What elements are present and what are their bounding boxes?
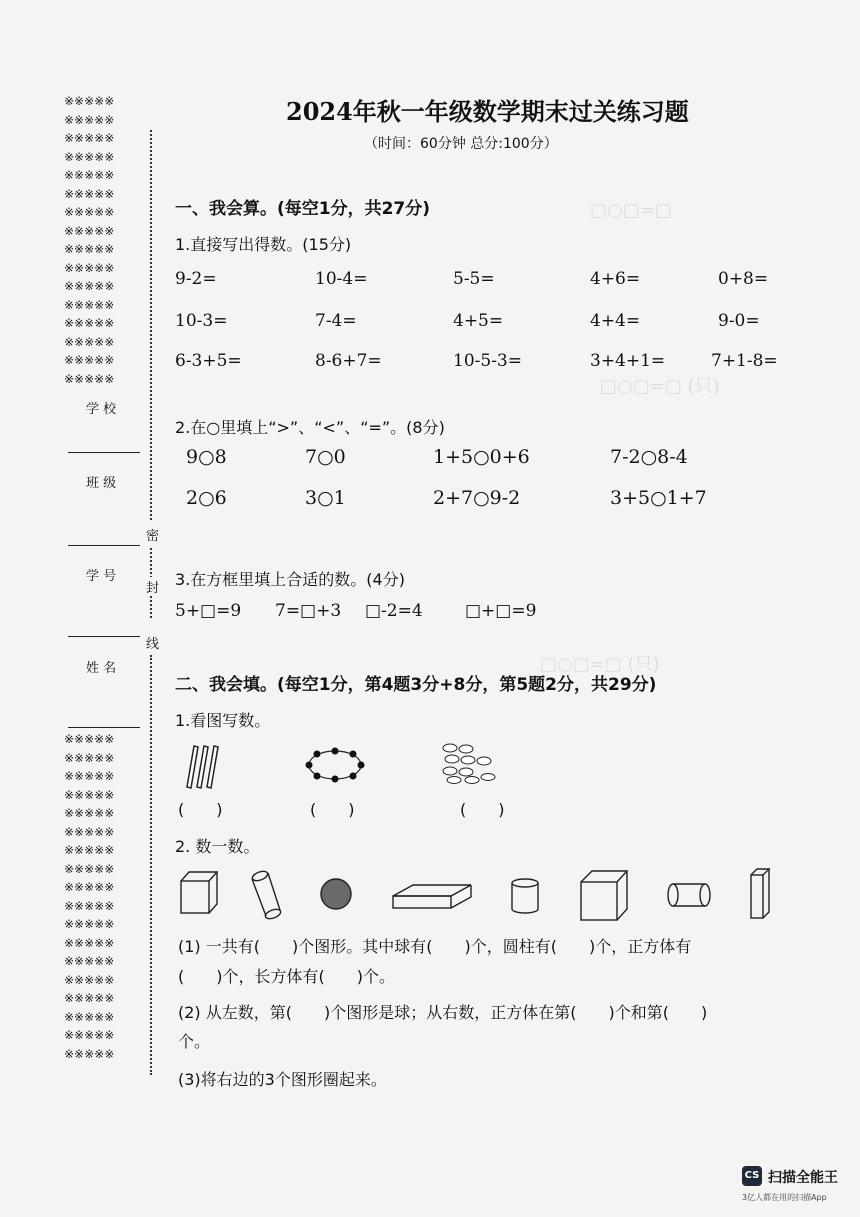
star-row: ※※※※※ [64,732,115,746]
fill-box-item: 7=□+3 [275,601,342,621]
star-row: ※※※※※ [64,260,115,275]
star-row: ※※※※※ [64,1046,115,1061]
tilted-cylinder-shape [248,868,284,922]
calc-item: 9-0= [718,311,760,331]
exam-time-info: （时间：60分钟 总分:100分） [364,136,558,152]
star-row: ※※※※※ [64,1028,115,1042]
school-label: 学 校 [86,402,117,417]
seal-char-mi: 密 [146,525,159,544]
compare-item: 3○1 [305,487,346,509]
candies-picture [438,742,500,784]
star-row: ※※※※※ [64,787,115,802]
cylinder-shape [508,877,542,917]
calc-item: 9-2= [175,269,217,289]
star-row: ※※※※※ [64,223,115,238]
compare-item: 1+5○0+6 [433,446,530,468]
star-row: ※※※※※ [64,334,115,349]
school-line [68,452,140,453]
star-row: ※※※※※ [64,806,115,820]
star-row: ※※※※※ [64,935,115,950]
calc-item: 6-3+5= [175,351,242,371]
sphere-shape [318,876,354,912]
section1-heading: 一、我会算。(每空1分，共27分) [175,199,431,219]
scanner-app-name: 扫描全能王 [768,1170,838,1186]
q2-label: 2.在○里填上“>”、“<”、“=”。(8分) [175,418,445,437]
answer-blank[interactable]: ( ) [178,800,223,819]
calc-item: 10-4= [315,269,368,289]
student-number-label: 学 号 [86,569,117,584]
star-row: ※※※※※ [64,917,115,931]
class-line [68,545,140,546]
compare-item: 2○6 [186,487,227,509]
seal-dotted-line [150,655,152,1075]
star-row: ※※※※※ [64,991,115,1005]
q2-2-part2-line1: (2) 从左数，第( )个图形是球；从右数，正方体在第( )个和第( ) [178,1003,708,1022]
tall-cuboid-shape [748,866,774,922]
star-row: ※※※※※ [64,371,115,386]
calc-item: 3+4+1= [590,351,666,371]
compare-item: 2+7○9-2 [433,487,521,509]
beads-picture [303,746,367,784]
star-row: ※※※※※ [64,954,115,968]
q2-1-label: 1.看图写数。 [175,711,271,730]
page-title: 2024年秋一年级数学期末过关练习题 [286,97,689,126]
scanner-tagline: 3亿人都在用的扫描App [742,1193,827,1202]
compare-item: 3+5○1+7 [610,487,707,509]
star-row: ※※※※※ [64,94,115,108]
calc-item: 0+8= [718,269,769,289]
flat-cuboid-shape [390,882,474,912]
student-number-line [68,636,140,637]
sticks-picture [186,744,222,790]
q2-2-part3: (3)将右边的3个图形圈起来。 [178,1070,387,1089]
scanner-logo-icon: CS [742,1166,762,1186]
star-row: ※※※※※ [64,112,115,127]
star-row: ※※※※※ [64,353,115,367]
answer-blank[interactable]: ( ) [310,800,355,819]
large-cube-shape [578,868,630,924]
star-row: ※※※※※ [64,824,115,839]
star-row: ※※※※※ [64,149,115,164]
calc-item: 8-6+7= [315,351,382,371]
star-row: ※※※※※ [64,242,115,256]
seal-char-xian: 线 [146,633,159,652]
star-row: ※※※※※ [64,972,115,987]
seal-char-feng: 封 [146,577,159,596]
bleed-through: □○□=□ [590,200,672,221]
name-line [68,727,140,728]
lying-cylinder-shape [665,880,713,910]
q1-label: 1.直接写出得数。(15分) [175,235,352,254]
star-row: ※※※※※ [64,861,115,876]
star-row: ※※※※※ [64,843,115,857]
star-row: ※※※※※ [64,898,115,913]
compare-item: 7○0 [305,446,346,468]
q2-2-part2-line2: 个。 [178,1032,211,1051]
star-row: ※※※※※ [64,131,115,145]
q2-2-part1-line2: ( )个，长方体有( )个。 [178,967,395,986]
q2-2-label: 2. 数一数。 [175,837,260,856]
fill-box-item: □+□=9 [465,601,537,621]
section2-heading: 二、我会填。(每空1分，第4题3分+8分，第5题2分，共29分) [175,675,657,695]
answer-blank[interactable]: ( ) [460,800,505,819]
seal-dotted-line [150,130,152,520]
star-row: ※※※※※ [64,316,115,330]
star-row: ※※※※※ [64,1009,115,1024]
q3-label: 3.在方框里填上合适的数。(4分) [175,570,405,589]
margin-star-block-top [64,92,114,388]
compare-item: 7-2○8-4 [610,446,688,468]
fill-box-item: 5+□=9 [175,601,242,621]
compare-item: 9○8 [186,446,227,468]
calc-item: 4+4= [590,311,641,331]
q2-2-part1-line1: (1) 一共有( )个图形。其中球有( )个，圆柱有( )个，正方体有 [178,937,692,956]
star-row: ※※※※※ [64,750,115,765]
calc-item: 5-5= [453,269,495,289]
calc-item: 4+6= [590,269,641,289]
name-label: 姓 名 [86,661,117,676]
fill-box-item: □-2=4 [365,601,423,621]
class-label: 班 级 [86,476,117,491]
calc-item: 4+5= [453,311,504,331]
margin-star-block-bottom [64,730,114,1063]
bleed-through: □○□=□ (只) [540,654,660,675]
calc-item: 7-4= [315,311,357,331]
star-row: ※※※※※ [64,186,115,201]
star-row: ※※※※※ [64,297,115,312]
star-row: ※※※※※ [64,205,115,219]
bleed-through: □○□=□ (只) [600,376,720,397]
calc-item: 7+1-8= [711,351,778,371]
calc-item: 10-3= [175,311,228,331]
star-row: ※※※※※ [64,769,115,783]
star-row: ※※※※※ [64,279,115,293]
star-row: ※※※※※ [64,880,115,894]
cube-shape [178,868,218,918]
star-row: ※※※※※ [64,168,115,182]
calc-item: 10-5-3= [453,351,522,371]
